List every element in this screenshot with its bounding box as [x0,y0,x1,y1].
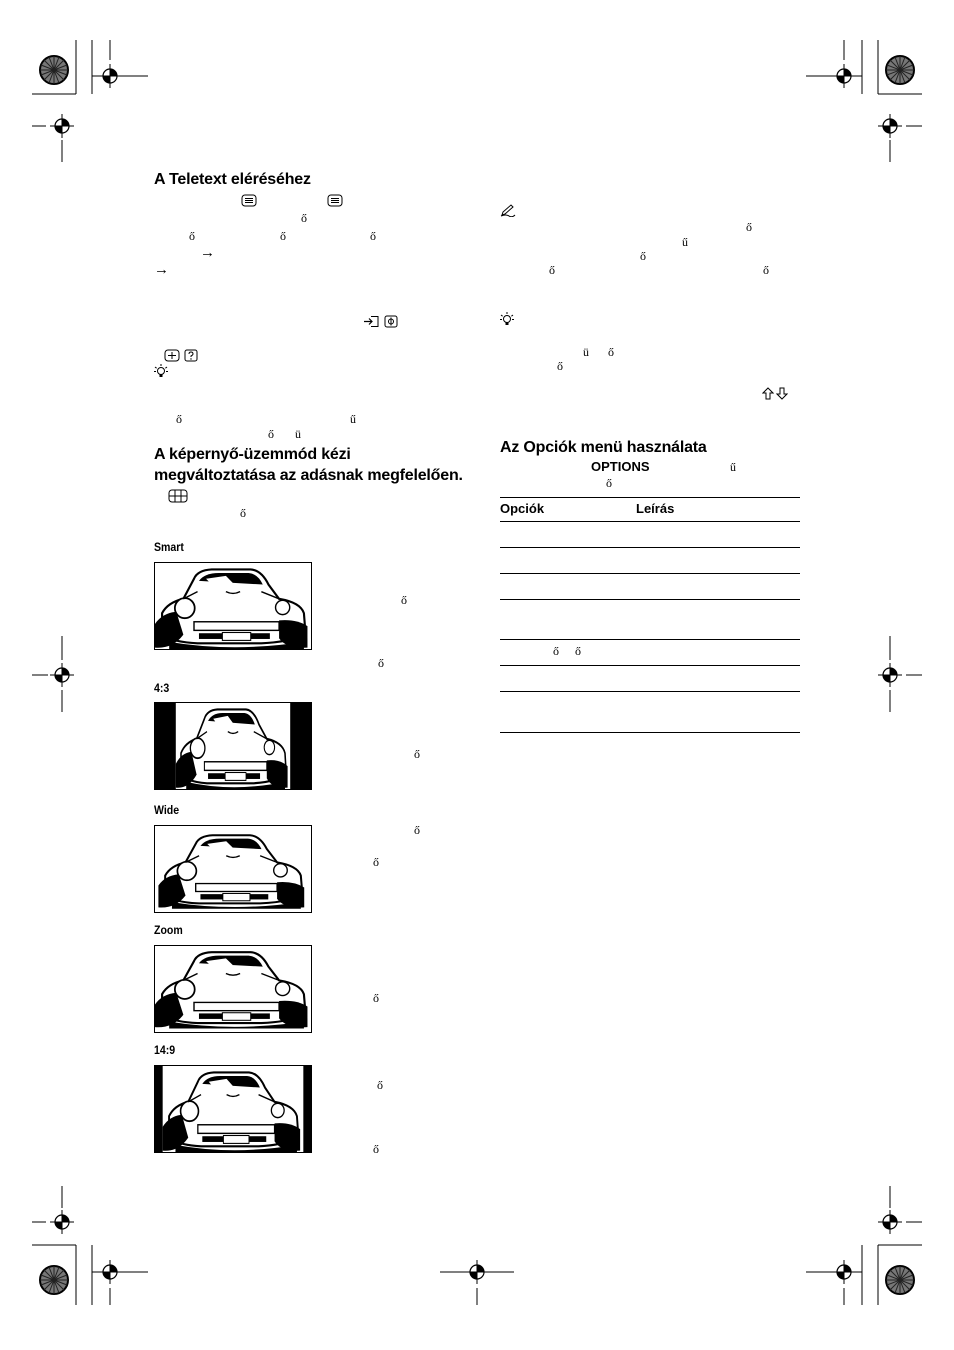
table-row-divider [500,573,800,574]
options-heading: Az Opciók menü használata [500,439,707,456]
screen-mode-heading-line1: A képernyő-üzemmód kézi [154,446,351,463]
screen-mode-heading-line2: megváltoztatása az adásnak megfelelően. [154,467,463,484]
glyph-o: ő [240,506,246,520]
teletext-icon [241,194,257,207]
glyph-u: ű [682,235,688,249]
up-arrow-icon [762,387,774,400]
glyph-o: ő [370,229,376,243]
glyph-o: ő [746,220,752,234]
glyph-o: ő [414,747,420,761]
input-icon [362,315,380,328]
hold-icon [384,315,398,328]
glyph-o: ő [176,412,182,426]
mode-label-zoom: Zoom [154,923,183,937]
wide-icon [168,489,188,503]
mode-image-4-3 [154,702,312,790]
arrow-glyph: → [154,262,169,278]
tip-icon [500,312,514,327]
table-row-divider [500,599,800,600]
table-header-description: Leírás [636,501,675,516]
mode-label-4-3: 4:3 [154,681,170,695]
teletext-heading: A Teletext eléréséhez [154,171,311,188]
table-rule [500,732,800,733]
down-arrow-icon [776,387,788,400]
mode-label-14-9: 14:9 [154,1043,176,1057]
glyph-o: ő [608,345,614,359]
glyph-o: ő [301,211,307,225]
mode-image-zoom [154,945,312,1033]
glyph-o: ő [373,855,379,869]
glyph-o: ő [280,229,286,243]
glyph-o: ő [606,476,612,490]
mode-image-14-9 [154,1065,312,1153]
glyph-uu: ü [583,345,589,359]
table-rule [500,497,800,498]
glyph-u: ű [730,460,736,474]
glyph-o: ő [640,249,646,263]
options-button-name: OPTIONS [591,459,650,474]
table-row-divider [500,691,800,692]
glyph-o: ő [373,991,379,1005]
reveal-icon [164,349,180,362]
mode-label-smart: Smart [154,540,184,554]
arrow-glyph: → [200,245,215,261]
tip-icon [154,364,168,379]
table-header-options: Opciók [500,501,545,516]
glyph-o: ő [373,1142,379,1156]
glyph-o: ő [575,644,581,658]
glyph-o: ő [553,644,559,658]
glyph-o: ő [549,263,555,277]
glyph-o: ő [401,593,407,607]
mode-image-wide [154,825,312,913]
question-icon [184,349,198,362]
teletext-icon [327,194,343,207]
glyph-o: ő [557,359,563,373]
glyph-uu: ü [295,427,301,441]
table-rule [500,521,800,522]
mode-image-smart [154,562,312,650]
glyph-o: ő [189,229,195,243]
glyph-o: ő [268,427,274,441]
table-row-divider [500,639,800,640]
mode-label-wide: Wide [154,803,180,817]
glyph-o: ő [763,263,769,277]
glyph-o: ő [378,656,384,670]
glyph-u: ű [350,412,356,426]
note-icon [500,203,516,217]
glyph-o: ő [414,823,420,837]
glyph-o: ő [377,1078,383,1092]
table-row-divider [500,665,800,666]
table-row-divider [500,547,800,548]
